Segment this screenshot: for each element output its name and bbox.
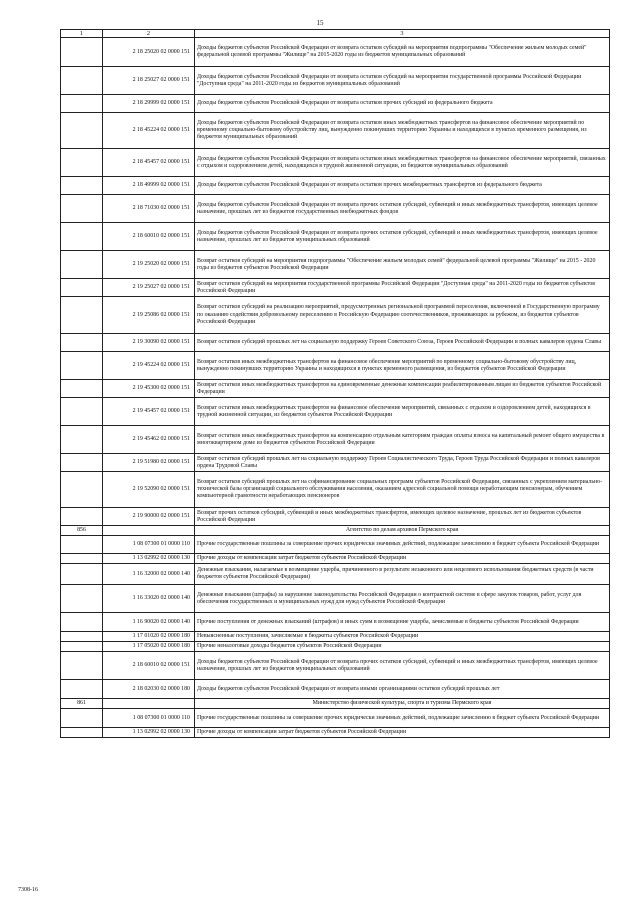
table-row <box>61 223 610 251</box>
col-1-cell <box>61 472 103 508</box>
code-cell: 2 19 25086 02 0000 151 <box>103 297 195 334</box>
code-cell: 2 18 25027 02 0000 151 <box>103 67 195 95</box>
header-col-3: 3 <box>195 30 610 38</box>
code-cell <box>103 699 195 709</box>
code-cell: 1 13 02992 02 0000 130 <box>103 728 195 738</box>
description-cell: Доходы бюджетов субъектов Российской Федерации от возврата остатков субсидий на мероприятия государственной программы Российской Федерации "Доступная среда" на 2011-2020 годы из бюджетов муниципальных образований <box>195 67 610 95</box>
code-cell: 2 18 60010 02 0000 151 <box>103 223 195 251</box>
description-cell: Доходы бюджетов субъектов Российской Федерации от возврата прочих остатков субсидий, субвенций и иных межбюджетных трансфертов, имеющих целевое назначение, прошлых лет из бюджетов муниципальных образований <box>195 223 610 251</box>
description-cell: Возврат остатков субсидий на реализацию мероприятий, предусмотренных региональной программой переселения, включенной в Государственную программу по оказанию содействия добровольному переселению в Российскую Федерацию соотечественников, проживающих за рубежом, из бюджетов субъектов Российской Федерации <box>195 297 610 334</box>
description-cell: Возврат остатков иных межбюджетных трансфертов на финансовое обеспечение мероприятий, связанных с отдыхом и оздоровлением детей, находящихся в трудной жизненной ситуации, из бюджетов субъектов Российской Федерации <box>195 398 610 426</box>
table-row <box>61 454 610 472</box>
code-cell: 2 19 90000 02 0000 151 <box>103 508 195 526</box>
code-cell: 2 18 71030 02 0000 151 <box>103 195 195 223</box>
description-cell: Прочие государственные пошлины за совершение прочих юридически значимых действий, подлежащие зачислению в бюджет субъекта Российской Федерации <box>195 536 610 554</box>
col-1-cell <box>61 564 103 585</box>
col-1-cell <box>61 426 103 454</box>
col-1-cell <box>61 680 103 699</box>
code-cell: 2 19 45457 02 0000 151 <box>103 398 195 426</box>
description-cell: Денежные взыскания (штрафы) за нарушение законодательства Российской Федерации о контрактной системе в сфере закупок товаров, работ, услуг для обеспечения государственных и муниципальных нужд для нужд субъектов Российской Федерации <box>195 585 610 613</box>
col-1-cell <box>61 149 103 177</box>
description-cell: Прочие неналоговые доходы бюджетов субъектов Российской Федерации <box>195 642 610 652</box>
col-1-cell <box>61 38 103 67</box>
col-1-cell <box>61 508 103 526</box>
code-cell: 2 18 45457 02 0000 151 <box>103 149 195 177</box>
col-1-cell <box>61 632 103 642</box>
code-cell: 2 19 45462 02 0000 151 <box>103 426 195 454</box>
table-row <box>61 38 610 67</box>
table-row <box>61 564 610 585</box>
code-cell: 2 18 02030 02 0000 180 <box>103 680 195 699</box>
col-1-cell <box>61 279 103 297</box>
table-row <box>61 67 610 95</box>
description-cell: Возврат остатков иных межбюджетных трансфертов на компенсацию отдельным категориям граждан оплаты взноса на капитальный ремонт общего имущества в многоквартирном доме из бюджетов субъектов Российской Федерации <box>195 426 610 454</box>
code-cell: 2 19 51980 02 0000 151 <box>103 454 195 472</box>
code-cell: 1 17 01020 02 0000 180 <box>103 632 195 642</box>
table-row <box>61 585 610 613</box>
code-cell: 2 18 29999 02 0000 151 <box>103 95 195 113</box>
col-1-cell <box>61 67 103 95</box>
description-cell: Доходы бюджетов субъектов Российской Федерации от возврата остатков прочих межбюджетных трансфертов из федерального бюджета <box>195 177 610 195</box>
col-1-cell <box>61 95 103 113</box>
org-name-cell: Министерство физической культуры, спорта и туризма Пермского края <box>195 699 610 709</box>
description-cell: Прочие государственные пошлины за совершение прочих юридически значимых действий, подлежащие зачислению в бюджет субъекта Российской Федерации <box>195 709 610 728</box>
col-1-cell <box>61 195 103 223</box>
col-1-cell <box>61 454 103 472</box>
col-1-cell <box>61 380 103 398</box>
org-row <box>61 526 610 536</box>
col-1-cell <box>61 642 103 652</box>
table-row <box>61 177 610 195</box>
code-cell: 2 18 60010 02 0000 151 <box>103 652 195 680</box>
table-row <box>61 728 610 738</box>
col-1-cell <box>61 334 103 352</box>
description-cell: Доходы бюджетов субъектов Российской Федерации от возврата прочих остатков субсидий, субвенций и иных межбюджетных трансфертов, имеющих целевое назначение, прошлых лет из бюджетов государственных внебюджетных фондов <box>195 195 610 223</box>
page-number: 15 <box>316 19 324 27</box>
code-cell: 1 16 33020 02 0000 140 <box>103 585 195 613</box>
table-row <box>61 398 610 426</box>
table-row <box>61 652 610 680</box>
table-row <box>61 709 610 728</box>
description-cell: Возврат остатков субсидий на мероприятия подпрограммы "Обеспечение жильем молодых семей" федеральной целевой программы "Жилище" на 2015 - 2020 годы из бюджетов субъектов Российской Федерации <box>195 251 610 279</box>
table-row <box>61 680 610 699</box>
table-row <box>61 297 610 334</box>
description-cell: Доходы бюджетов субъектов Российской Федерации от возврата остатков прочих субсидий из федерального бюджета <box>195 95 610 113</box>
description-cell: Невыясненные поступления, зачисляемые в бюджеты субъектов Российской Федерации <box>195 632 610 642</box>
org-row <box>61 699 610 709</box>
table-row <box>61 554 610 564</box>
table-row <box>61 352 610 380</box>
description-cell: Доходы бюджетов субъектов Российской Федерации от возврата остатков иных межбюджетных трансфертов на финансовое обеспечение мероприятий, связанных с отдыхом и оздоровлением детей, находящихся в трудной жизненной ситуации, из бюджетов муниципальных образований <box>195 149 610 177</box>
code-cell: 2 19 45300 02 0000 151 <box>103 380 195 398</box>
table-row <box>61 380 610 398</box>
code-cell: 1 16 90020 02 0000 140 <box>103 613 195 632</box>
description-cell: Возврат остатков иных межбюджетных трансфертов на финансовое обеспечение мероприятий по временному социально-бытовому обустройству лиц, вынужденно покинувших территорию Украины и находящихся в пунктах временного размещения, из бюджетов субъектов Российской Федерации <box>195 352 610 380</box>
table-row <box>61 632 610 642</box>
table-row <box>61 613 610 632</box>
col-1-cell <box>61 251 103 279</box>
code-cell: 2 18 45224 02 0000 151 <box>103 113 195 149</box>
header-col-2: 2 <box>103 30 195 38</box>
col-1-cell <box>61 223 103 251</box>
code-cell: 2 19 30090 02 0000 151 <box>103 334 195 352</box>
code-cell: 1 13 02992 02 0000 130 <box>103 554 195 564</box>
org-name-cell: Агентство по делам архивов Пермского края <box>195 526 610 536</box>
description-cell: Денежные взыскания, налагаемые в возмещение ущерба, причиненного в результате незаконного или нецелевого использования бюджетных средств (в части бюджетов субъектов Российской Федерации) <box>195 564 610 585</box>
description-cell: Возврат остатков иных межбюджетных трансфертов на единовременные денежные компенсации реабилитированным лицам из бюджетов субъектов Российской Федерации <box>195 380 610 398</box>
table-row <box>61 195 610 223</box>
org-code-cell: 861 <box>61 699 103 709</box>
description-cell: Доходы бюджетов субъектов Российской Федерации от возврата остатков субсидий на мероприятия подпрограммы "Обеспечение жильем молодых семей" федеральной целевой программы "Жилище" на 2015-2020 годы из бюджетов муниципальных образований <box>195 38 610 67</box>
description-cell: Доходы бюджетов субъектов Российской Федерации от возврата остатков иных межбюджетных трансфертов на финансовое обеспечение мероприятий по временному социально-бытовому обустройству лиц, вынужденно покинувших территорию Украины и находящихся в пунктах временного размещения, из бюджетов муниципальных образований <box>195 113 610 149</box>
table-row <box>61 426 610 454</box>
table-row <box>61 113 610 149</box>
col-1-cell <box>61 113 103 149</box>
code-cell: 1 08 07300 01 0000 110 <box>103 536 195 554</box>
description-cell: Возврат остатков субсидий прошлых лет на социальную поддержку Героев Советского Союза, Героев Российской Федерации и полных кавалеров ордена Славы <box>195 334 610 352</box>
description-cell: Возврат остатков субсидий на мероприятия государственной программы Российской Федерации "Доступная среда" на 2011-2020 годы из бюджетов субъектов Российской Федерации <box>195 279 610 297</box>
table-row <box>61 95 610 113</box>
col-1-cell <box>61 554 103 564</box>
table-row <box>61 251 610 279</box>
col-1-cell <box>61 585 103 613</box>
col-1-cell <box>61 352 103 380</box>
code-cell: 2 18 49999 02 0000 151 <box>103 177 195 195</box>
header-col-1: 1 <box>61 30 103 38</box>
description-cell: Доходы бюджетов субъектов Российской Федерации от возврата прочих остатков субсидий, субвенций и иных межбюджетных трансфертов, имеющих целевое назначение, прошлых лет из бюджетов муниципальных образований <box>195 652 610 680</box>
description-cell: Возврат прочих остатков субсидий, субвенций и иных межбюджетных трансфертов, имеющих целевое назначение, прошлых лет из бюджетов субъектов Российской Федерации <box>195 508 610 526</box>
table-row <box>61 536 610 554</box>
description-cell: Возврат остатков субсидий прошлых лет на социальную поддержку Героев Социалистического Труда, Героев Труда Российской Федерации и полных кавалеров ордена Трудовой Славы <box>195 454 610 472</box>
table-row <box>61 279 610 297</box>
col-1-cell <box>61 297 103 334</box>
col-1-cell <box>61 398 103 426</box>
code-cell: 1 08 07300 01 0000 110 <box>103 709 195 728</box>
col-1-cell <box>61 709 103 728</box>
code-cell <box>103 526 195 536</box>
table-row <box>61 149 610 177</box>
table-row <box>61 472 610 508</box>
description-cell: Прочие поступления от денежных взысканий (штрафов) и иных сумм в возмещение ущерба, зачисляемые в бюджеты субъектов Российской Федерации <box>195 613 610 632</box>
revenue-codes-table <box>60 29 610 738</box>
col-1-cell <box>61 613 103 632</box>
table-row <box>61 508 610 526</box>
table-row <box>61 334 610 352</box>
code-cell: 1 17 05020 02 0000 180 <box>103 642 195 652</box>
col-1-cell <box>61 536 103 554</box>
col-1-cell <box>61 177 103 195</box>
table-header-row <box>61 30 610 38</box>
footer-code: 7308-16 <box>18 887 38 893</box>
description-cell: Возврат остатков субсидий прошлых лет на софинансирование социальных программ субъектов Российской Федерации, связанных с укреплением материально-технической базы организаций социального обслуживания населения, оказанием адресной социальной помощи неработающим пенсионерам, обучением компьютерной грамотности неработающих пенсионеров <box>195 472 610 508</box>
description-cell: Прочие доходы от компенсации затрат бюджетов субъектов Российской Федерации <box>195 728 610 738</box>
code-cell: 1 16 32000 02 0000 140 <box>103 564 195 585</box>
col-1-cell <box>61 652 103 680</box>
description-cell: Прочие доходы от компенсации затрат бюджетов субъектов Российской Федерации <box>195 554 610 564</box>
description-cell: Доходы бюджетов субъектов Российской Федерации от возврата иными организациями остатков субсидий прошлых лет <box>195 680 610 699</box>
col-1-cell <box>61 728 103 738</box>
code-cell: 2 19 45224 02 0000 151 <box>103 352 195 380</box>
org-code-cell: 856 <box>61 526 103 536</box>
code-cell: 2 19 25027 02 0000 151 <box>103 279 195 297</box>
code-cell: 2 19 25020 02 0000 151 <box>103 251 195 279</box>
table-row <box>61 642 610 652</box>
code-cell: 2 19 52090 02 0000 151 <box>103 472 195 508</box>
code-cell: 2 18 25020 02 0000 151 <box>103 38 195 67</box>
